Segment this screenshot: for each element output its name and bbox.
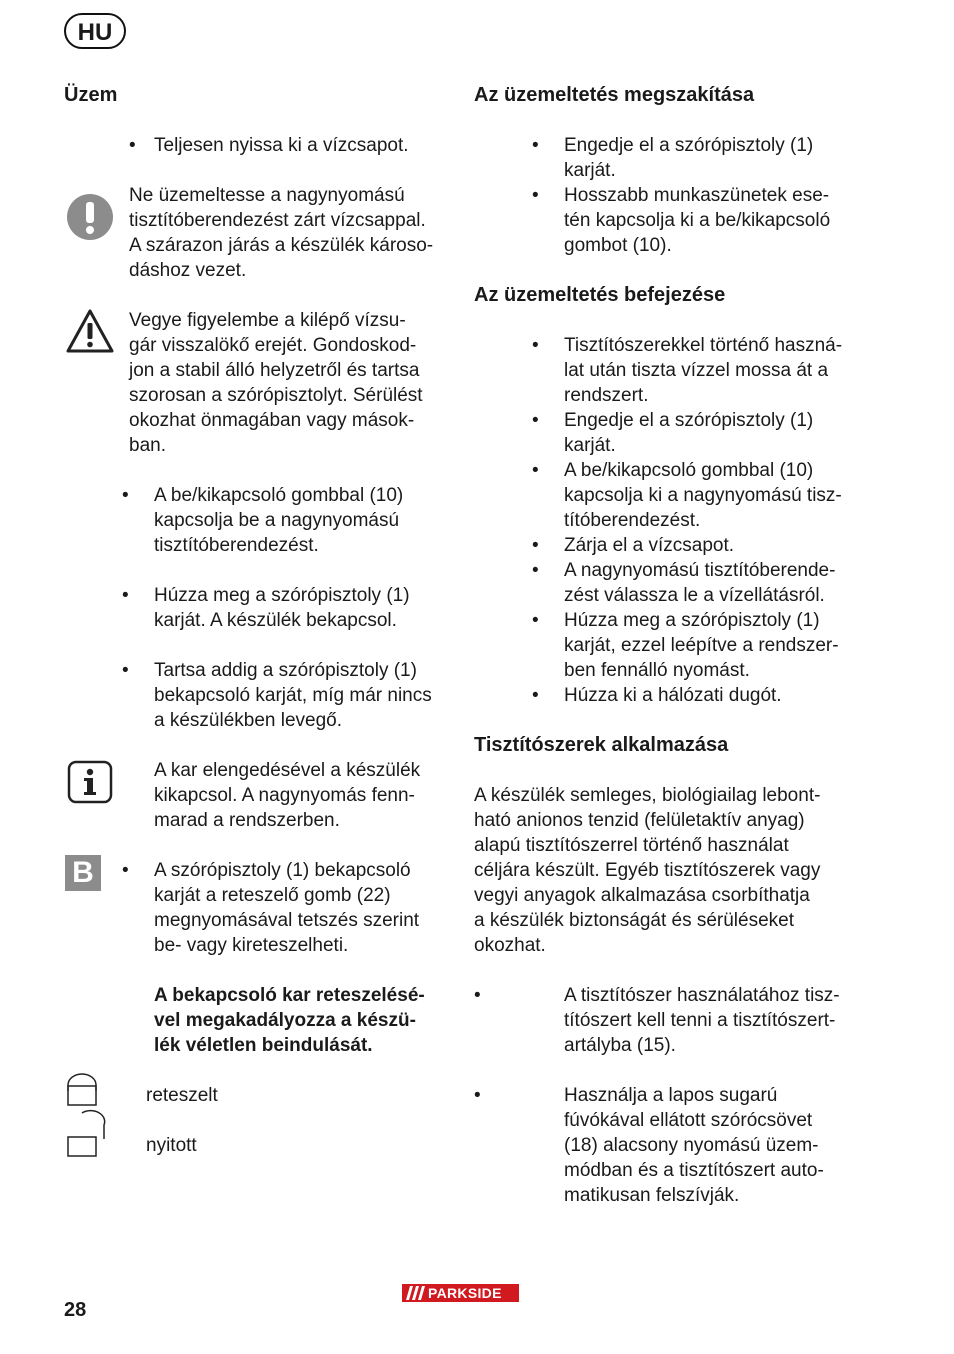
finish-step-6: Húzza meg a szórópisztoly (1) karját, ezzel leépítve a rendszer- ben fennálló nyomást. xyxy=(564,610,839,681)
bullet: • xyxy=(532,185,539,206)
lock-closed-icon xyxy=(66,1073,98,1107)
language-badge: HU xyxy=(64,13,126,49)
bullet: • xyxy=(532,410,539,431)
finish-step-4: Zárja el a vízcsapot. xyxy=(564,535,735,556)
bullet: • xyxy=(532,135,539,156)
bullet: • xyxy=(122,660,129,681)
step-pull-trigger: Húzza meg a szórópisztoly (1) karját. A készülék bekapcsol. xyxy=(154,585,410,631)
finish-step-2: Engedje el a szórópisztoly (1) karját. xyxy=(564,410,814,456)
figure-b-label: B xyxy=(65,855,101,891)
bullet: • xyxy=(474,985,481,1006)
info-icon xyxy=(67,760,113,804)
section-heading-finish: Az üzemeltetés befejezése xyxy=(474,284,726,306)
label-open: nyitott xyxy=(146,1135,197,1156)
finish-step-1: Tisztítószerekkel történő haszná- lat után tiszta vízzel mossa át a rendszert. xyxy=(564,335,843,406)
warning-dry-run: Ne üzemeltesse a nagynyomású tisztítóberendezést zárt vízcsappal. A szárazon járás a készülék károso- dáshoz vezet. xyxy=(129,185,434,281)
section-heading-operation: Üzem xyxy=(64,84,118,106)
step-hold-trigger: Tartsa addig a szórópisztoly (1) bekapcsoló karját, míg már nincs a készülékben levegő. xyxy=(154,660,432,731)
bullet: • xyxy=(532,610,539,631)
page-number: 28 xyxy=(64,1299,87,1321)
interrupt-step-1: Engedje el a szórópisztoly (1) karját. xyxy=(564,135,814,181)
detergent-step-1: A tisztítószer használatához tisz- títószert kell tenni a tisztítószert- artályba (15). xyxy=(564,985,840,1056)
bullet: • xyxy=(474,1085,481,1106)
finish-step-3: A be/kikapcsoló gombbal (10) kapcsolja ki a nagynyomású tisz- títóberendezést. xyxy=(564,460,842,531)
interrupt-step-2: Hosszabb munkaszünetek ese- tén kapcsolja ki a be/kikapcsoló gombot (10). xyxy=(564,185,831,256)
finish-step-7: Húzza ki a hálózati dugót. xyxy=(564,685,782,706)
bullet: • xyxy=(532,685,539,706)
bullet: • xyxy=(122,585,129,606)
detergents-paragraph: A készülék semleges, biológiailag lebont- ható anionos tenzid (felületaktív anyag) alapú tisztítószerrel történő használat céljára készült. Egyéb tisztítószerek vagy vegyi anyagok alkalmazása csorbíthatja a készülék biztonságát és sérüléseket okozhat. xyxy=(474,785,821,956)
detergent-step-2: Használja a lapos sugarú fúvókával ellátott szórócsövet (18) alacsony nyomású üzem- módban és a tisztítószert auto- matikusan felszívják. xyxy=(564,1085,824,1206)
warning-triangle-icon xyxy=(65,308,115,354)
bullet: • xyxy=(122,485,129,506)
bullet: • xyxy=(122,860,129,881)
section-heading-detergents: Tisztítószerek alkalmazása xyxy=(474,734,729,756)
logo-stripes-icon xyxy=(406,1286,426,1300)
info-release: A kar elengedésével a készülék kikapcsol. A nagynyomás fenn- marad a rendszerben. xyxy=(154,760,421,831)
brand-logo xyxy=(402,1284,519,1302)
label-locked: reteszelt xyxy=(146,1085,218,1106)
step-switch-on: A be/kikapcsoló gombbal (10) kapcsolja be a nagynyomású tisztítóberendezést. xyxy=(154,485,404,556)
bullet: • xyxy=(532,535,539,556)
finish-step-5: A nagynyomású tisztítóberende- zést válassza le a vízellátásról. xyxy=(564,560,836,606)
bullet: • xyxy=(532,460,539,481)
step-open-tap: Teljesen nyissa ki a vízcsapot. xyxy=(154,135,409,156)
bullet: • xyxy=(129,135,136,156)
bullet: • xyxy=(532,335,539,356)
lock-open-icon xyxy=(66,1109,106,1159)
bullet: • xyxy=(532,560,539,581)
brand-name: PARKSIDE xyxy=(428,1285,502,1301)
warning-recoil: Vegye figyelembe a kilépő vízsu- gár visszalökő erejét. Gondoskod- jon a stabil álló helyzetről és tartsa szorosan a szórópisztolyt. Sérülést okozhat önmagában vagy mások- ban. xyxy=(129,310,423,456)
note-lock-bold: A bekapcsoló kar reteszelésé- vel megakadályozza a készü- lék véletlen beindulását. xyxy=(154,985,425,1056)
step-lock-trigger: A szórópisztoly (1) bekapcsoló karját a reteszelő gomb (22) megnyomásával tetszés szerint be- vagy kireteszelheti. xyxy=(154,860,420,956)
section-heading-interrupt: Az üzemeltetés megszakítása xyxy=(474,84,755,106)
exclamation-icon xyxy=(66,193,114,241)
